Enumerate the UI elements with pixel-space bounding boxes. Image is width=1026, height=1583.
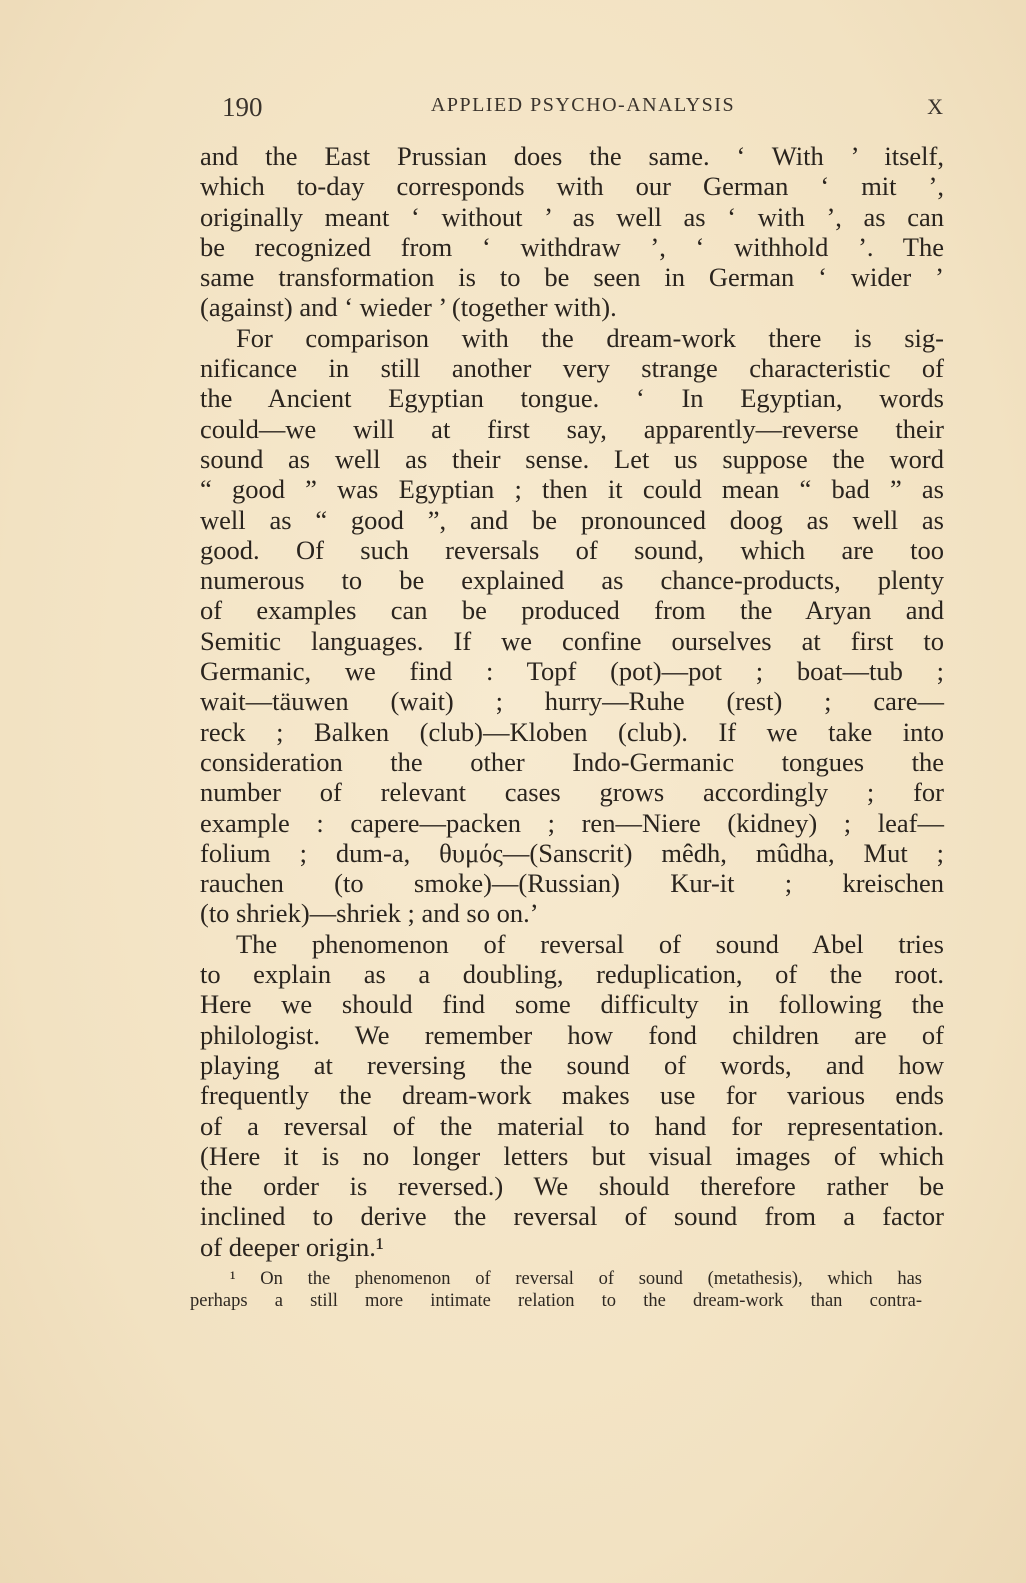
text-line: The phenomenon of reversal of sound Abel tries <box>236 928 944 959</box>
text-line: of examples can be produced from the Aryan and <box>200 595 944 626</box>
running-title: APPLIED PSYCHO-ANALYSIS <box>430 94 736 116</box>
page-number: 190 <box>222 92 263 122</box>
text-line: which to-day corresponds with our German ‘ mit ’, <box>200 171 944 202</box>
footnote-line: ¹ On the phenomenon of reversal of sound (metathesis), which has <box>230 1269 922 1289</box>
text-line: be recognized from ‘ withdraw ’, ‘ withhold ’. The <box>200 231 944 262</box>
text-line: number of relevant cases grows accordingly ; for <box>200 777 944 808</box>
text-line: (Here it is no longer letters but visual images of which <box>200 1140 944 1171</box>
text-line: well as “ good ”, and be pronounced doog as well as <box>200 504 944 535</box>
text-line: nificance in still another very strange characteristic of <box>200 353 944 384</box>
text-line: (to shriek)—shriek ; and so on.’ <box>200 898 539 929</box>
text-line: For comparison with the dream-work there is sig- <box>236 322 944 353</box>
text-line: Semitic languages. If we confine ourselves at first to <box>200 625 944 656</box>
chapter-number: X <box>927 94 944 119</box>
text-line: folium ; dum-a, θυμός—(Sanscrit) mêdh, mûdha, Mut ; <box>200 837 944 868</box>
text-line: the order is reversed.) We should therefore rather be <box>200 1171 944 1202</box>
footnote-line: perhaps a still more intimate relation to the dream-work than contra- <box>190 1291 922 1311</box>
text-line: to explain as a doubling, reduplication, of the root. <box>200 959 944 990</box>
text-line: originally meant ‘ without ’ as well as ‘ with ’, as can <box>200 201 944 232</box>
text-line: rauchen (to smoke)—(Russian) Kur-it ; kreischen <box>200 868 944 899</box>
text-line: reck ; Balken (club)—Kloben (club). If we take into <box>200 716 944 747</box>
text-line: consideration the other Indo-Germanic tongues the <box>200 746 944 777</box>
text-line: could—we will at first say, apparently—reverse their <box>200 413 944 444</box>
text-line: wait—täuwen (wait) ; hurry—Ruhe (rest) ; care— <box>200 686 944 717</box>
text-line: example : capere—packen ; ren—Niere (kidney) ; leaf— <box>200 807 944 838</box>
text-line: same transformation is to be seen in German ‘ wider ’ <box>200 262 944 293</box>
text-line: philologist. We remember how fond children are of <box>200 1019 944 1050</box>
text-line: numerous to be explained as chance-products, plenty <box>200 565 944 596</box>
text-line: of deeper origin.¹ <box>200 1231 384 1262</box>
running-header <box>222 92 944 132</box>
text-line: inclined to derive the reversal of sound from a factor <box>200 1201 944 1232</box>
text-line: good. Of such reversals of sound, which are too <box>200 534 944 565</box>
text-line: of a reversal of the material to hand for representation. <box>200 1110 944 1141</box>
text-line: Here we should find some difficulty in following the <box>200 989 944 1020</box>
footnote <box>190 1268 922 1312</box>
text-line: sound as well as their sense. Let us suppose the word <box>200 443 944 474</box>
text-line: frequently the dream-work makes use for various ends <box>200 1080 944 1111</box>
text-line: “ good ” was Egyptian ; then it could mean “ bad ” as <box>200 474 944 505</box>
text-line: Germanic, we find : Topf (pot)—pot ; boat—tub ; <box>200 656 944 687</box>
body-text <box>200 141 944 1262</box>
text-line: playing at reversing the sound of words, and how <box>200 1049 944 1080</box>
text-line: (against) and ‘ wieder ’ (together with). <box>200 292 617 323</box>
text-line: the Ancient Egyptian tongue. ‘ In Egyptian, words <box>200 383 944 414</box>
text-line: and the East Prussian does the same. ‘ With ’ itself, <box>200 141 944 171</box>
